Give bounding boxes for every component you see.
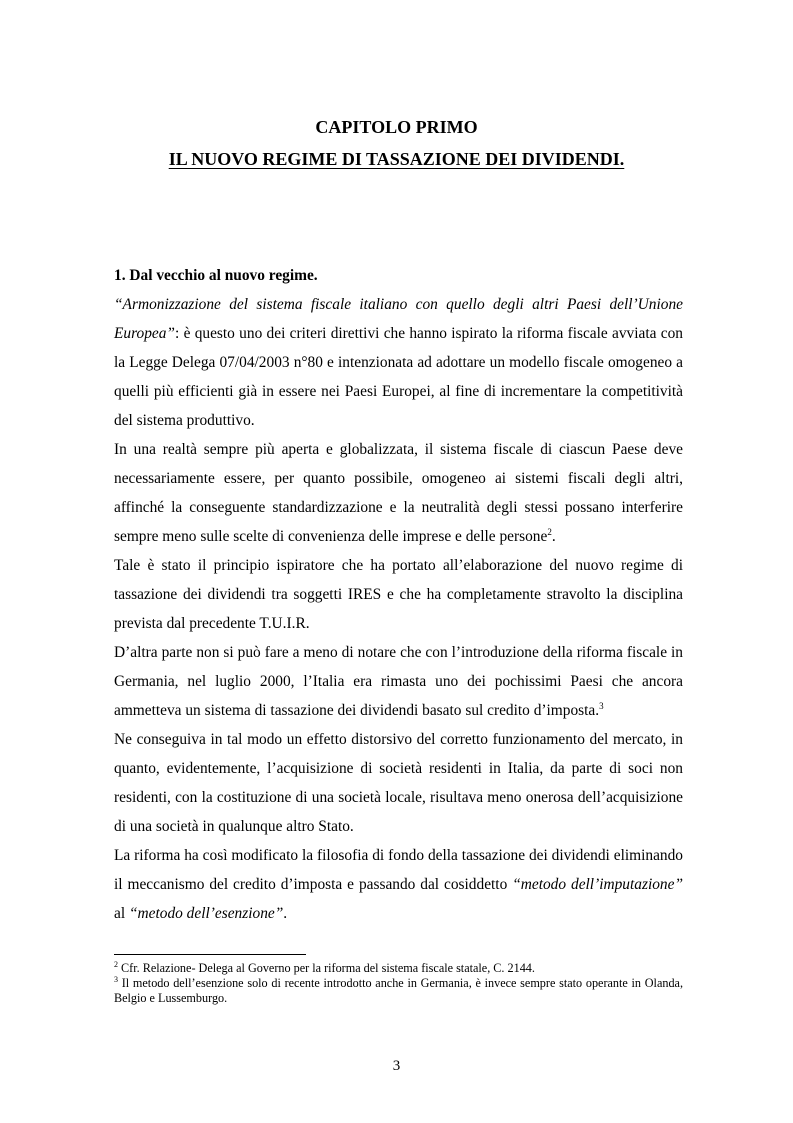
paragraph-6-text-a: La riforma ha così modificato la filosofia di fondo della tassazione dei dividendi eliminando il meccanismo del credito d’imposta e passando dal cosiddetto <box>114 847 683 893</box>
paragraph-5: Ne conseguiva in tal modo un effetto distorsivo del corretto funzionamento del mercato, in quanto, evidentemente, l’acquisizione di società residenti in Italia, da parte di soci non residenti, con la costituzione di una società locale, risultava meno onerosa dell’acquisizione di una società in qualunque altro Stato. <box>114 731 683 835</box>
paragraph-1 <box>114 290 683 435</box>
footnote-number: 3 <box>114 975 118 984</box>
paragraph-6-text-c: . <box>283 905 288 922</box>
paragraph-6-emphasis-1: “metodo dell’imputazione” <box>512 876 683 893</box>
paragraph-6-text-b: al <box>114 905 129 922</box>
body-text <box>114 261 683 928</box>
footnote-2 <box>114 961 683 976</box>
paragraph-6-emphasis-2: “metodo dell’esenzione” <box>128 905 284 922</box>
paragraph-2 <box>114 435 683 551</box>
paragraph-1-quote: “Armonizzazione del sistema fiscale italiano con quello degli altri Paesi dell’Unione Europea” <box>114 296 683 342</box>
chapter-title: CAPITOLO PRIMO <box>315 117 478 137</box>
chapter-subtitle: IL NUOVO REGIME DI TASSAZIONE DEI DIVIDENDI. <box>168 149 625 169</box>
footnotes <box>114 961 683 1006</box>
paragraph-2-text: In una realtà sempre più aperta e globalizzata, il sistema fiscale di ciascun Paese deve necessariamente essere, per quanto possibile, omogeneo ai sistemi fiscali degli altri, affinché la conseguente standardizzazione e la neutralità degli stessi possano interferire sempre meno sulle scelte di convenienza delle imprese e delle persone <box>114 441 683 545</box>
paragraph-4 <box>114 638 683 725</box>
footnote-text: Il metodo dell’esenzione solo di recente introdotto anche in Germania, è invece sempre stato operante in Olanda, Belgio e Lussemburgo. <box>114 976 683 1005</box>
paragraph-2-end: . <box>551 528 556 545</box>
paragraph-4-text: D’altra parte non si può fare a meno di notare che con l’introduzione della riforma fiscale in Germania, nel luglio 2000, l’Italia era rimasta uno dei pochissimi Paesi che ancora ammetteva un sistema di tassazione dei dividendi basato sul credito d’imposta. <box>114 644 683 719</box>
paragraph-1-text: : è questo uno dei criteri direttivi che hanno ispirato la riforma fiscale avviata con la Legge Delega 07/04/2003 n°80 e intenzionata ad adottare un modello fiscale omogeneo a quelli più efficienti già in essere nei Paesi Europei, al fine di incrementare la competitività del sistema produttivo. <box>114 325 683 429</box>
paragraph-3: Tale è stato il principio ispiratore che ha portato all’elaborazione del nuovo regime di tassazione dei dividendi tra soggetti IRES e che ha completamente stravolto la disciplina prevista dal precedente T.U.I.R. <box>114 557 683 632</box>
section-heading: 1. Dal vecchio al nuovo regime. <box>114 267 318 284</box>
page-number: 3 <box>392 1058 401 1074</box>
footnote-text: Cfr. Relazione- Delega al Governo per la riforma del sistema fiscale statale, C. 2144. <box>118 961 535 975</box>
footnote-separator <box>114 954 306 955</box>
footnote-number: 2 <box>114 960 118 969</box>
paragraph-6 <box>114 841 683 928</box>
footnote-ref-2[interactable]: 2 <box>547 527 552 537</box>
footnote-3 <box>114 976 683 1006</box>
footnote-ref-3[interactable]: 3 <box>599 701 604 711</box>
